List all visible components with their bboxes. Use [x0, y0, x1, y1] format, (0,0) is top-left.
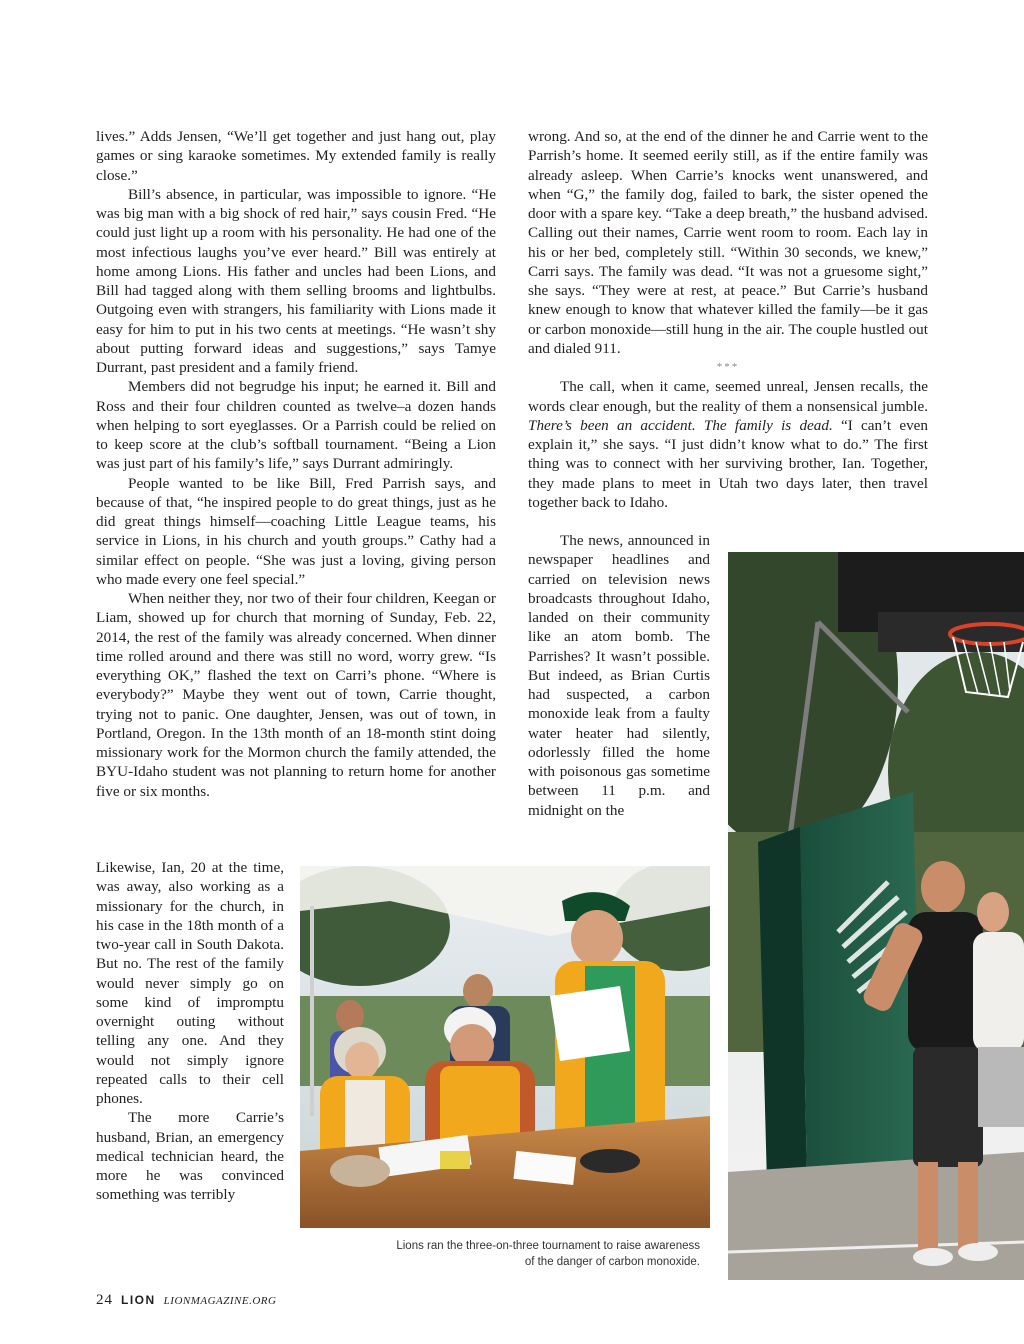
magazine-url: LIONMAGAZINE.ORG — [163, 1295, 277, 1307]
photo-caption — [330, 1238, 700, 1270]
article-right-column — [528, 127, 928, 512]
photo-basketball-tournament-image — [728, 552, 1024, 1280]
paragraph: When neither they, nor two of their four children, Keegan or Liam, showed up for church that morning of Sunday, Feb. 22, 2014, the rest of the family was already concerned. When dinner time rolled around and there was still no word, worry grew. “Is everything OK,” flashed the text on Carri’s phone. “Where is everybody?” Maybe they went out of town, Carrie thought, trying not to panic. One daughter, Jensen, was out of town, in Portland, Oregon. In the 13th month of an 18-month stint doing missionary work for the Mormon church the family attended, the BYU-Idaho student was not planning to return home for another five or six months. — [96, 590, 496, 800]
paragraph: Likewise, Ian, 20 at the time, was away, also working as a missionary for the church, in his case in the 18th month of a two-year call in South Dakota. But no. The rest of the family would never simply go on some kind of impromptu overnight outing without telling any one. And they would not simply ignore repeated calls to their cell phones. — [96, 859, 284, 1107]
paragraph: Bill’s absence, in particular, was impossible to ignore. “He was big man with a big shock of red hair,” says cousin Fred. “He could just light up a room with his personality. He had one of the most infectious laughs you’ve ever heard.” Bill was entirely at home among Lions. His father and uncles had been Lions, and Bill had tagged along with them selling brooms and lightbulbs. Outgoing even with strangers, his familiarity with Lions made it easy for him to put in his two cents at meetings. “He wasn’t shy about putting forward ideas and suggestions,” says Tamye Durrant, past president and a family friend. — [96, 185, 496, 376]
magazine-name: LION — [121, 1293, 156, 1307]
article-left-narrow-column — [96, 858, 284, 1205]
paragraph: wrong. And so, at the end of the dinner he and Carrie went to the Parrish’s home. It seemed eerily still, as if the entire family was already asleep. When Carrie’s knocks went unanswered, and when “G,” the family dog, failed to bark, the sister opened the door with a spare key. “Take a deep breath,” the husband advised. Calling out their names, Carrie went room to room. Each lay in his or her bed, completely still. “Within 30 seconds, we knew,” Carri says. The family was dead. “It was not a gruesome sight,” she says. “They were at rest, at peace.” But Carrie’s husband knew enough to know that whatever killed the family—be it gas or carbon monoxide—still hung in the air. The couple hustled out and dialed 911. — [528, 128, 928, 357]
paragraph-text: “I can’t even explain it,” she says. “I just didn’t know what to do.” The first thing was to connect with her surviving brother, Ian. Together, they made plans to meet in Utah two days later, then travel together back to Idaho. — [528, 416, 929, 511]
paragraph: The news, announced in newspaper headlines and carried on television news broadcasts throughout Idaho, landed on their community like an atom bomb. The Parrishes? It wasn’t possible. But indeed, as Brian Curtis had suspected, a carbon monoxide leak from a faulty water heater had silently, odorlessly filled the home with poisonous gas sometime between 11 p.m. and midnight on the — [528, 532, 710, 819]
page-footer — [96, 1292, 276, 1309]
caption-line: of the danger of carbon monoxide. — [524, 1256, 700, 1268]
article-right-narrow-column — [528, 531, 710, 820]
paragraph: lives.” Adds Jensen, “We’ll get together and just hang out, play games or sing karaoke sometimes. My extended family is really close.” — [96, 128, 496, 184]
photo-basketball-tournament — [728, 552, 1024, 1280]
paragraph: Members did not begrudge his input; he earned it. Bill and Ross and their four children counted as twelve–a dozen hands when helping to sort eyeglasses. Or a Parrish could be relied on to keep score at the club’s softball tournament. “Being a Lion was just part of his family’s life,” says Durrant admiringly. — [96, 378, 496, 473]
section-separator: *** — [716, 361, 740, 373]
paragraph-text: The call, when it came, seemed unreal, Jensen recalls, the words clear enough, but the reality of them a nonsensical jumble. — [528, 378, 928, 415]
italic-quote: There’s been an accident. The family is dead. — [528, 416, 833, 434]
photo-lions-volunteers — [300, 866, 710, 1228]
page-number: 24 — [96, 1292, 113, 1308]
photo-lions-volunteers-image — [300, 866, 710, 1228]
paragraph: The more Carrie’s husband, Brian, an emergency medical technician heard, the more he was convinced something was terribly — [96, 1109, 284, 1204]
paragraph — [528, 377, 928, 512]
article-left-column — [96, 127, 496, 801]
paragraph: People wanted to be like Bill, Fred Parrish says, and because of that, “he inspired people to do great things, just as he did great things himself—coaching Little League teams, his service in Lions, in his church and youth groups.” Cathy had a similar effect on people. “She was just a loving, giving person who made every one feel special.” — [96, 474, 496, 588]
caption-line: Lions ran the three-on-three tournament to raise awareness — [396, 1240, 700, 1252]
